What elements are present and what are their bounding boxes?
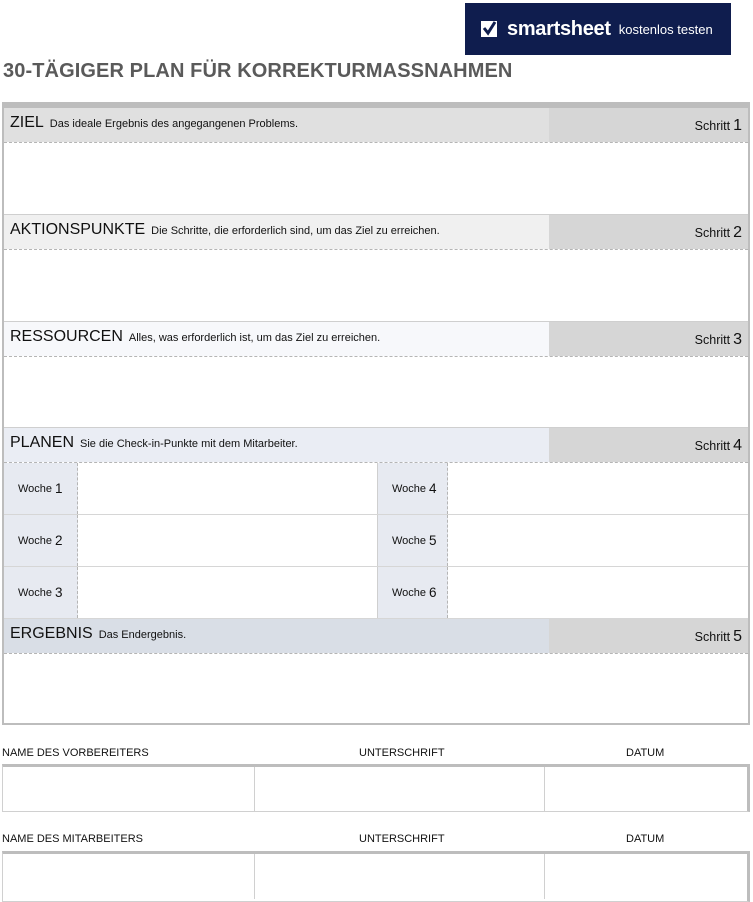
step-label: Schritt <box>694 333 731 347</box>
signature-label: UNTERSCHRIFT <box>359 833 445 845</box>
brand-name: smartsheet <box>507 17 611 40</box>
week-number: 6 <box>429 585 437 600</box>
week-label-text: Woche <box>18 534 53 547</box>
section-header-goal <box>4 108 748 143</box>
section-title: ERGEBNIS <box>10 625 93 642</box>
section-title-cell <box>4 428 549 462</box>
step-cell <box>549 215 748 249</box>
result-input-area[interactable] <box>4 654 748 723</box>
week-label-text: Woche <box>392 534 427 547</box>
week-label-text: Woche <box>392 586 427 599</box>
section-header-result <box>4 619 748 654</box>
week-3-input[interactable] <box>79 567 377 618</box>
week-5-input[interactable] <box>449 515 748 566</box>
step-cell <box>549 322 748 356</box>
week-number: 1 <box>55 481 63 496</box>
step-cell <box>549 428 748 462</box>
section-title-cell <box>4 322 549 356</box>
section-title-cell <box>4 619 549 653</box>
week-number: 4 <box>429 481 437 496</box>
section-header-plan <box>4 428 748 463</box>
section-title: ZIEL <box>10 114 44 131</box>
section-description: Sie die Check-in-Punkte mit dem Mitarbeiter. <box>80 438 298 450</box>
week-row <box>4 463 748 515</box>
step-label: Schritt <box>694 439 731 453</box>
goal-input-area[interactable] <box>4 143 748 215</box>
section-description: Die Schritte, die erforderlich sind, um das Ziel zu erreichen. <box>151 225 440 237</box>
section-title: AKTIONSPUNKTE <box>10 221 146 238</box>
week-6-input[interactable] <box>449 567 748 618</box>
week-2-input[interactable] <box>79 515 377 566</box>
step-label: Schritt <box>694 119 731 133</box>
employee-name-label: NAME DES MITARBEITERS <box>2 833 143 845</box>
week-number: 5 <box>429 533 437 548</box>
week-label-text: Woche <box>18 586 53 599</box>
step-number: 4 <box>733 437 742 454</box>
step-number: 1 <box>733 117 742 134</box>
week-label <box>378 515 448 566</box>
section-title-cell <box>4 108 549 142</box>
week-4-input[interactable] <box>449 463 748 514</box>
section-description: Alles, was erforderlich ist, um das Ziel zu erreichen. <box>128 332 381 344</box>
section-description: Das Endergebnis. <box>98 629 187 641</box>
employee-name-field[interactable] <box>3 854 254 899</box>
page-title: 30-TÄGIGER PLAN FÜR KORREKTURMASSNAHMEN <box>3 60 513 82</box>
action-items-input-area[interactable] <box>4 250 748 322</box>
signature-row-preparer <box>2 764 750 812</box>
step-label: Schritt <box>694 226 731 240</box>
signature-labels-employee <box>0 833 753 847</box>
step-number: 5 <box>733 628 742 645</box>
week-row <box>4 515 748 567</box>
week-row <box>4 567 748 619</box>
week-label <box>4 463 78 514</box>
corrective-action-form <box>2 102 750 725</box>
week-label <box>378 463 448 514</box>
free-trial-link[interactable]: kostenlos testen <box>618 21 713 37</box>
preparer-signature-field[interactable] <box>254 767 544 812</box>
date-label: DATUM <box>626 833 665 845</box>
smartsheet-banner[interactable] <box>465 3 731 55</box>
week-label <box>4 515 78 566</box>
week-label-text: Woche <box>392 482 427 495</box>
section-title: RESSOURCEN <box>10 328 123 345</box>
preparer-name-field[interactable] <box>3 767 254 812</box>
step-cell <box>549 619 748 653</box>
step-number: 3 <box>733 331 742 348</box>
section-header-resources <box>4 322 748 357</box>
step-label: Schritt <box>694 630 731 644</box>
resources-input-area[interactable] <box>4 357 748 428</box>
step-cell <box>549 108 748 142</box>
preparer-name-label: NAME DES VORBEREITERS <box>2 747 149 759</box>
step-number: 2 <box>733 224 742 241</box>
employee-date-field[interactable] <box>544 854 747 899</box>
section-header-action-items <box>4 215 748 250</box>
week-1-input[interactable] <box>79 463 377 514</box>
section-title-cell <box>4 215 549 249</box>
check-logo-icon <box>479 19 499 39</box>
week-label <box>378 567 448 618</box>
section-description: Das ideale Ergebnis des angegangenen Problems. <box>49 118 299 130</box>
week-number: 3 <box>55 585 63 600</box>
signature-row-employee <box>2 851 750 902</box>
week-label-text: Woche <box>18 482 53 495</box>
week-label <box>4 567 78 618</box>
signature-label: UNTERSCHRIFT <box>359 747 445 759</box>
section-title: PLANEN <box>10 434 75 451</box>
week-number: 2 <box>55 533 63 548</box>
employee-signature-field[interactable] <box>254 854 544 899</box>
preparer-date-field[interactable] <box>544 767 747 812</box>
signature-labels-preparer <box>0 747 753 761</box>
date-label: DATUM <box>626 747 665 759</box>
